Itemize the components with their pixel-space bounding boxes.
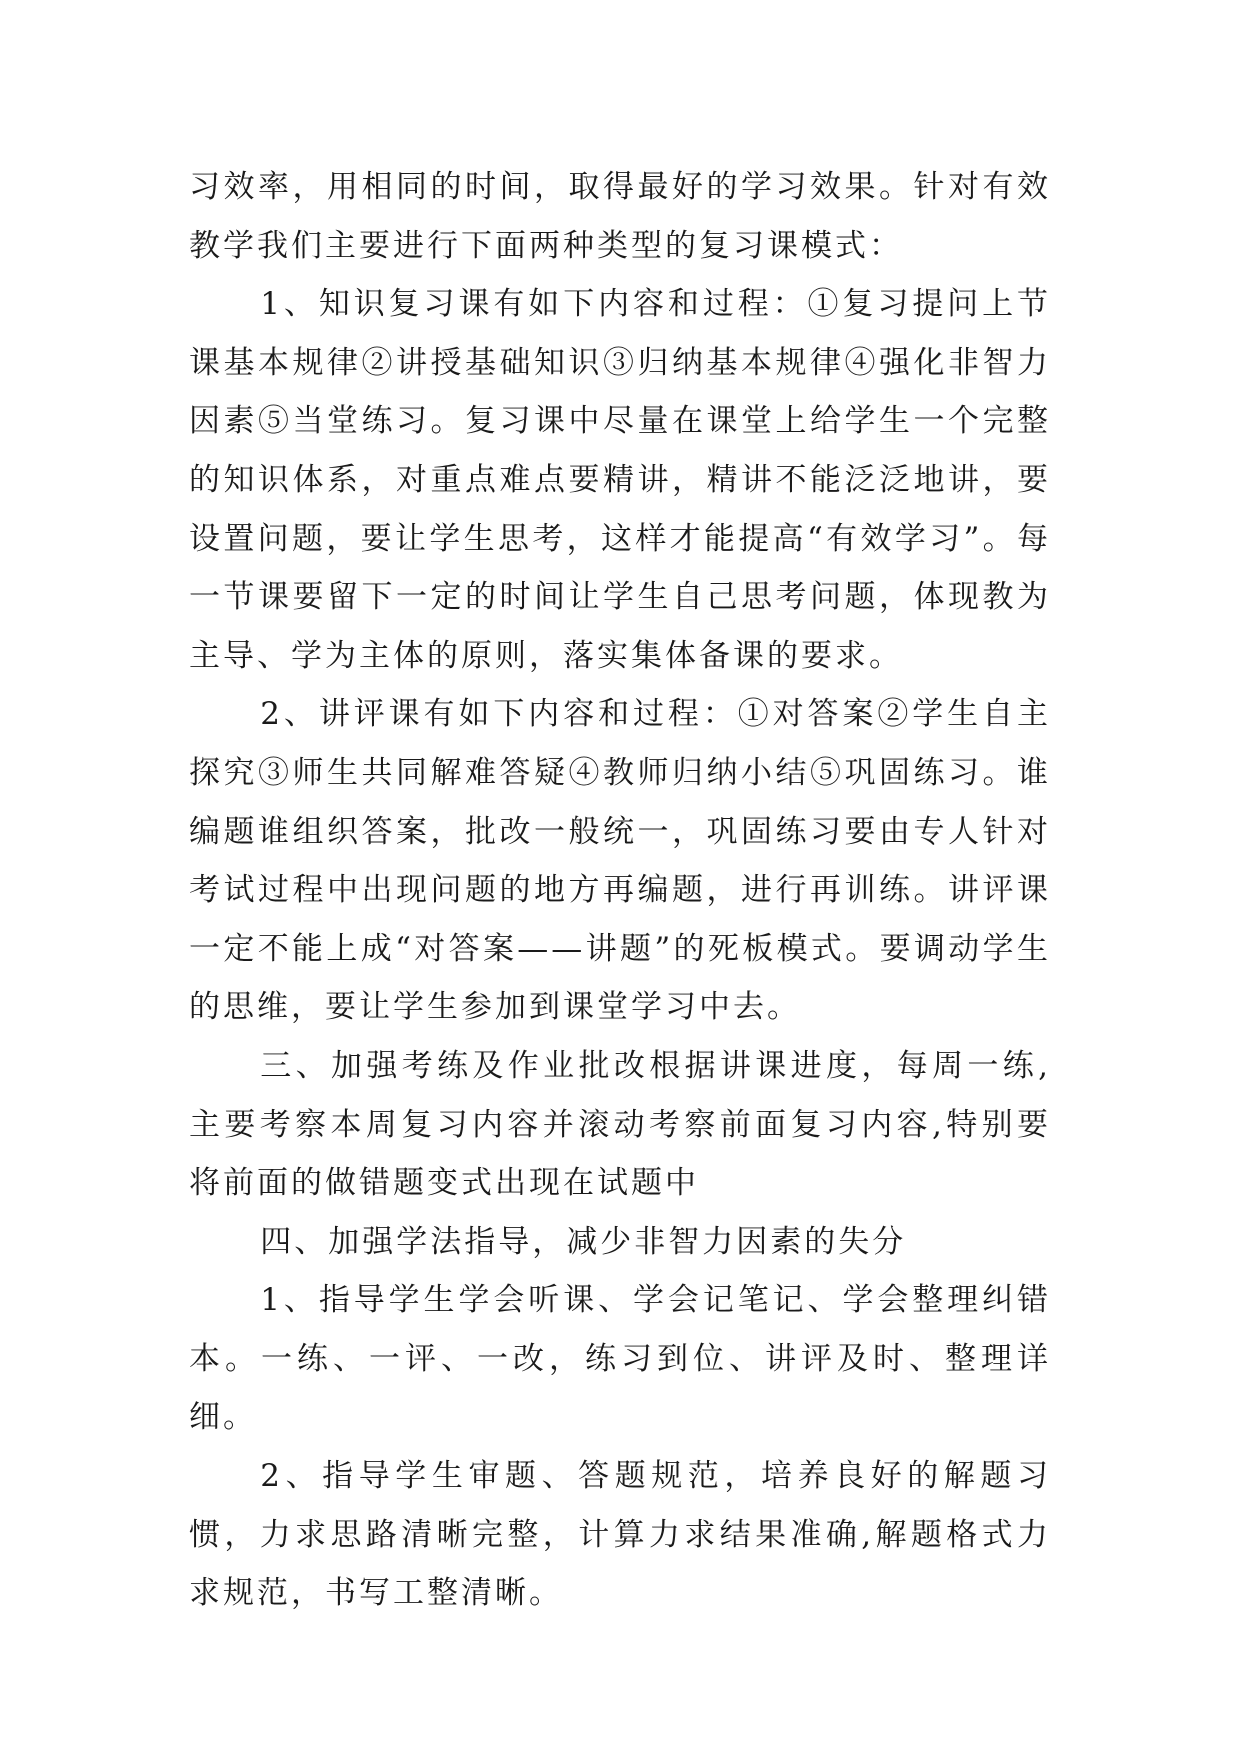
document-body xyxy=(189,158,1051,1623)
paragraph-3: 2、讲评课有如下内容和过程：①对答案②学生自主探究③师生共同解难答疑④教师归纳小结⑤巩固练习。谁编题谁组织答案，批改一般统一，巩固练习要由专人针对考试过程中出现问题的地方再编题，进行再训练。讲评课一定不能上成“对答案——讲题”的死板模式。要调动学生的思维，要让学生参加到课堂学习中去。 xyxy=(189,696,1051,1026)
paragraph-2: 1、知识复习课有如下内容和过程：①复习提问上节课基本规律②讲授基础知识③归纳基本规律④强化非智力因素⑤当堂练习。复习课中尽量在课堂上给学生一个完整的知识体系，对重点难点要精讲，精讲不能泛泛地讲，要设置问题，要让学生思考，这样才能提高“有效学习”。每一节课要留下一定的时间让学生自己思考问题，体现教为主导、学为主体的原则，落实集体备课的要求。 xyxy=(189,286,1051,674)
paragraph-5: 四、加强学法指导，减少非智力因素的失分 xyxy=(260,1223,907,1260)
paragraph-6: 1、指导学生学会听课、学会记笔记、学会整理纠错本。一练、一评、一改，练习到位、讲评及时、整理详细。 xyxy=(189,1282,1051,1436)
paragraph-4: 三、加强考练及作业批改根据讲课进度，每周一练,主要考察本周复习内容并滚动考察前面复习内容,特别要将前面的做错题变式出现在试题中 xyxy=(189,1047,1051,1202)
paragraph-7: 2、指导学生审题、答题规范，培养良好的解题习惯，力求思路清晰完整，计算力求结果准确,解题格式力求规范，书写工整清晰。 xyxy=(189,1458,1051,1612)
paragraph-1: 习效率，用相同的时间，取得最好的学习效果。针对有效教学我们主要进行下面两种类型的复习课模式： xyxy=(189,169,1051,264)
